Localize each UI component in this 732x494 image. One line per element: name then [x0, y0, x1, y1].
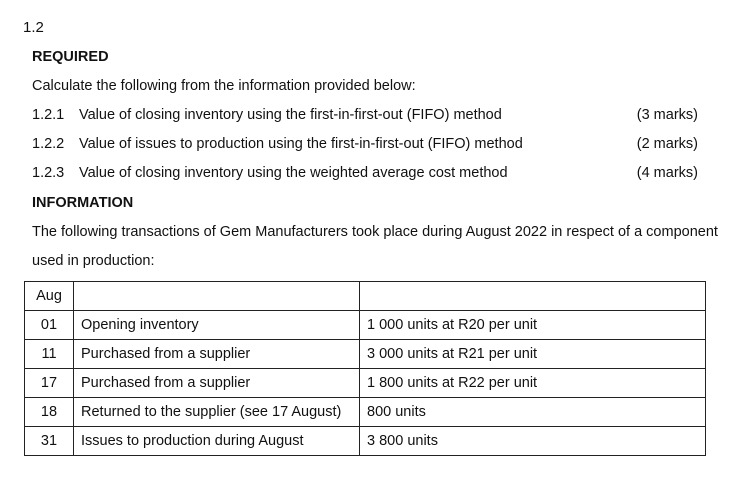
- table-row: [25, 427, 706, 456]
- task-number: 1.2.2: [32, 136, 65, 152]
- cell-day: 11: [25, 340, 74, 369]
- table-row: [25, 369, 706, 398]
- cell-description: Purchased from a supplier: [74, 369, 360, 398]
- section-number: 1.2: [23, 19, 44, 36]
- cell-description: Issues to production during August: [74, 427, 360, 456]
- cell-detail: 1 000 units at R20 per unit: [360, 311, 706, 340]
- task-text: Value of closing inventory using the first-in-first-out (FIFO) method: [79, 107, 502, 123]
- cell-day: 17: [25, 369, 74, 398]
- table-row: [25, 398, 706, 427]
- task-row: [32, 107, 698, 127]
- cell-description: Returned to the supplier (see 17 August): [74, 398, 360, 427]
- cell-day: 31: [25, 427, 74, 456]
- task-text: Value of issues to production using the first-in-first-out (FIFO) method: [79, 136, 523, 152]
- table-row: [25, 311, 706, 340]
- task-marks: (4 marks): [636, 165, 698, 181]
- cell-description: Opening inventory: [74, 311, 360, 340]
- cell-day: 18: [25, 398, 74, 427]
- transactions-table: [24, 281, 706, 456]
- cell-detail: 1 800 units at R22 per unit: [360, 369, 706, 398]
- task-row: [32, 136, 698, 156]
- task-marks: (2 marks): [636, 136, 698, 152]
- information-paragraph-line-1: The following transactions of Gem Manufacturers took place during August 2022 in respect of a component: [32, 224, 718, 240]
- information-heading: INFORMATION: [32, 195, 134, 211]
- cell-detail: 800 units: [360, 398, 706, 427]
- task-number: 1.2.1: [32, 107, 65, 123]
- table-row: [25, 340, 706, 369]
- header-cell-month: Aug: [25, 282, 74, 311]
- header-cell-description: [74, 282, 360, 311]
- cell-description: Purchased from a supplier: [74, 340, 360, 369]
- required-intro: Calculate the following from the information provided below:: [32, 78, 416, 94]
- cell-detail: 3 800 units: [360, 427, 706, 456]
- task-row: [32, 165, 698, 185]
- task-number: 1.2.3: [32, 165, 65, 181]
- required-heading: REQUIRED: [32, 49, 109, 65]
- task-marks: (3 marks): [636, 107, 698, 123]
- cell-detail: 3 000 units at R21 per unit: [360, 340, 706, 369]
- table-header-row: [25, 282, 706, 311]
- information-paragraph-line-2: used in production:: [32, 253, 155, 269]
- task-text: Value of closing inventory using the weighted average cost method: [79, 165, 508, 181]
- cell-day: 01: [25, 311, 74, 340]
- header-cell-detail: [360, 282, 706, 311]
